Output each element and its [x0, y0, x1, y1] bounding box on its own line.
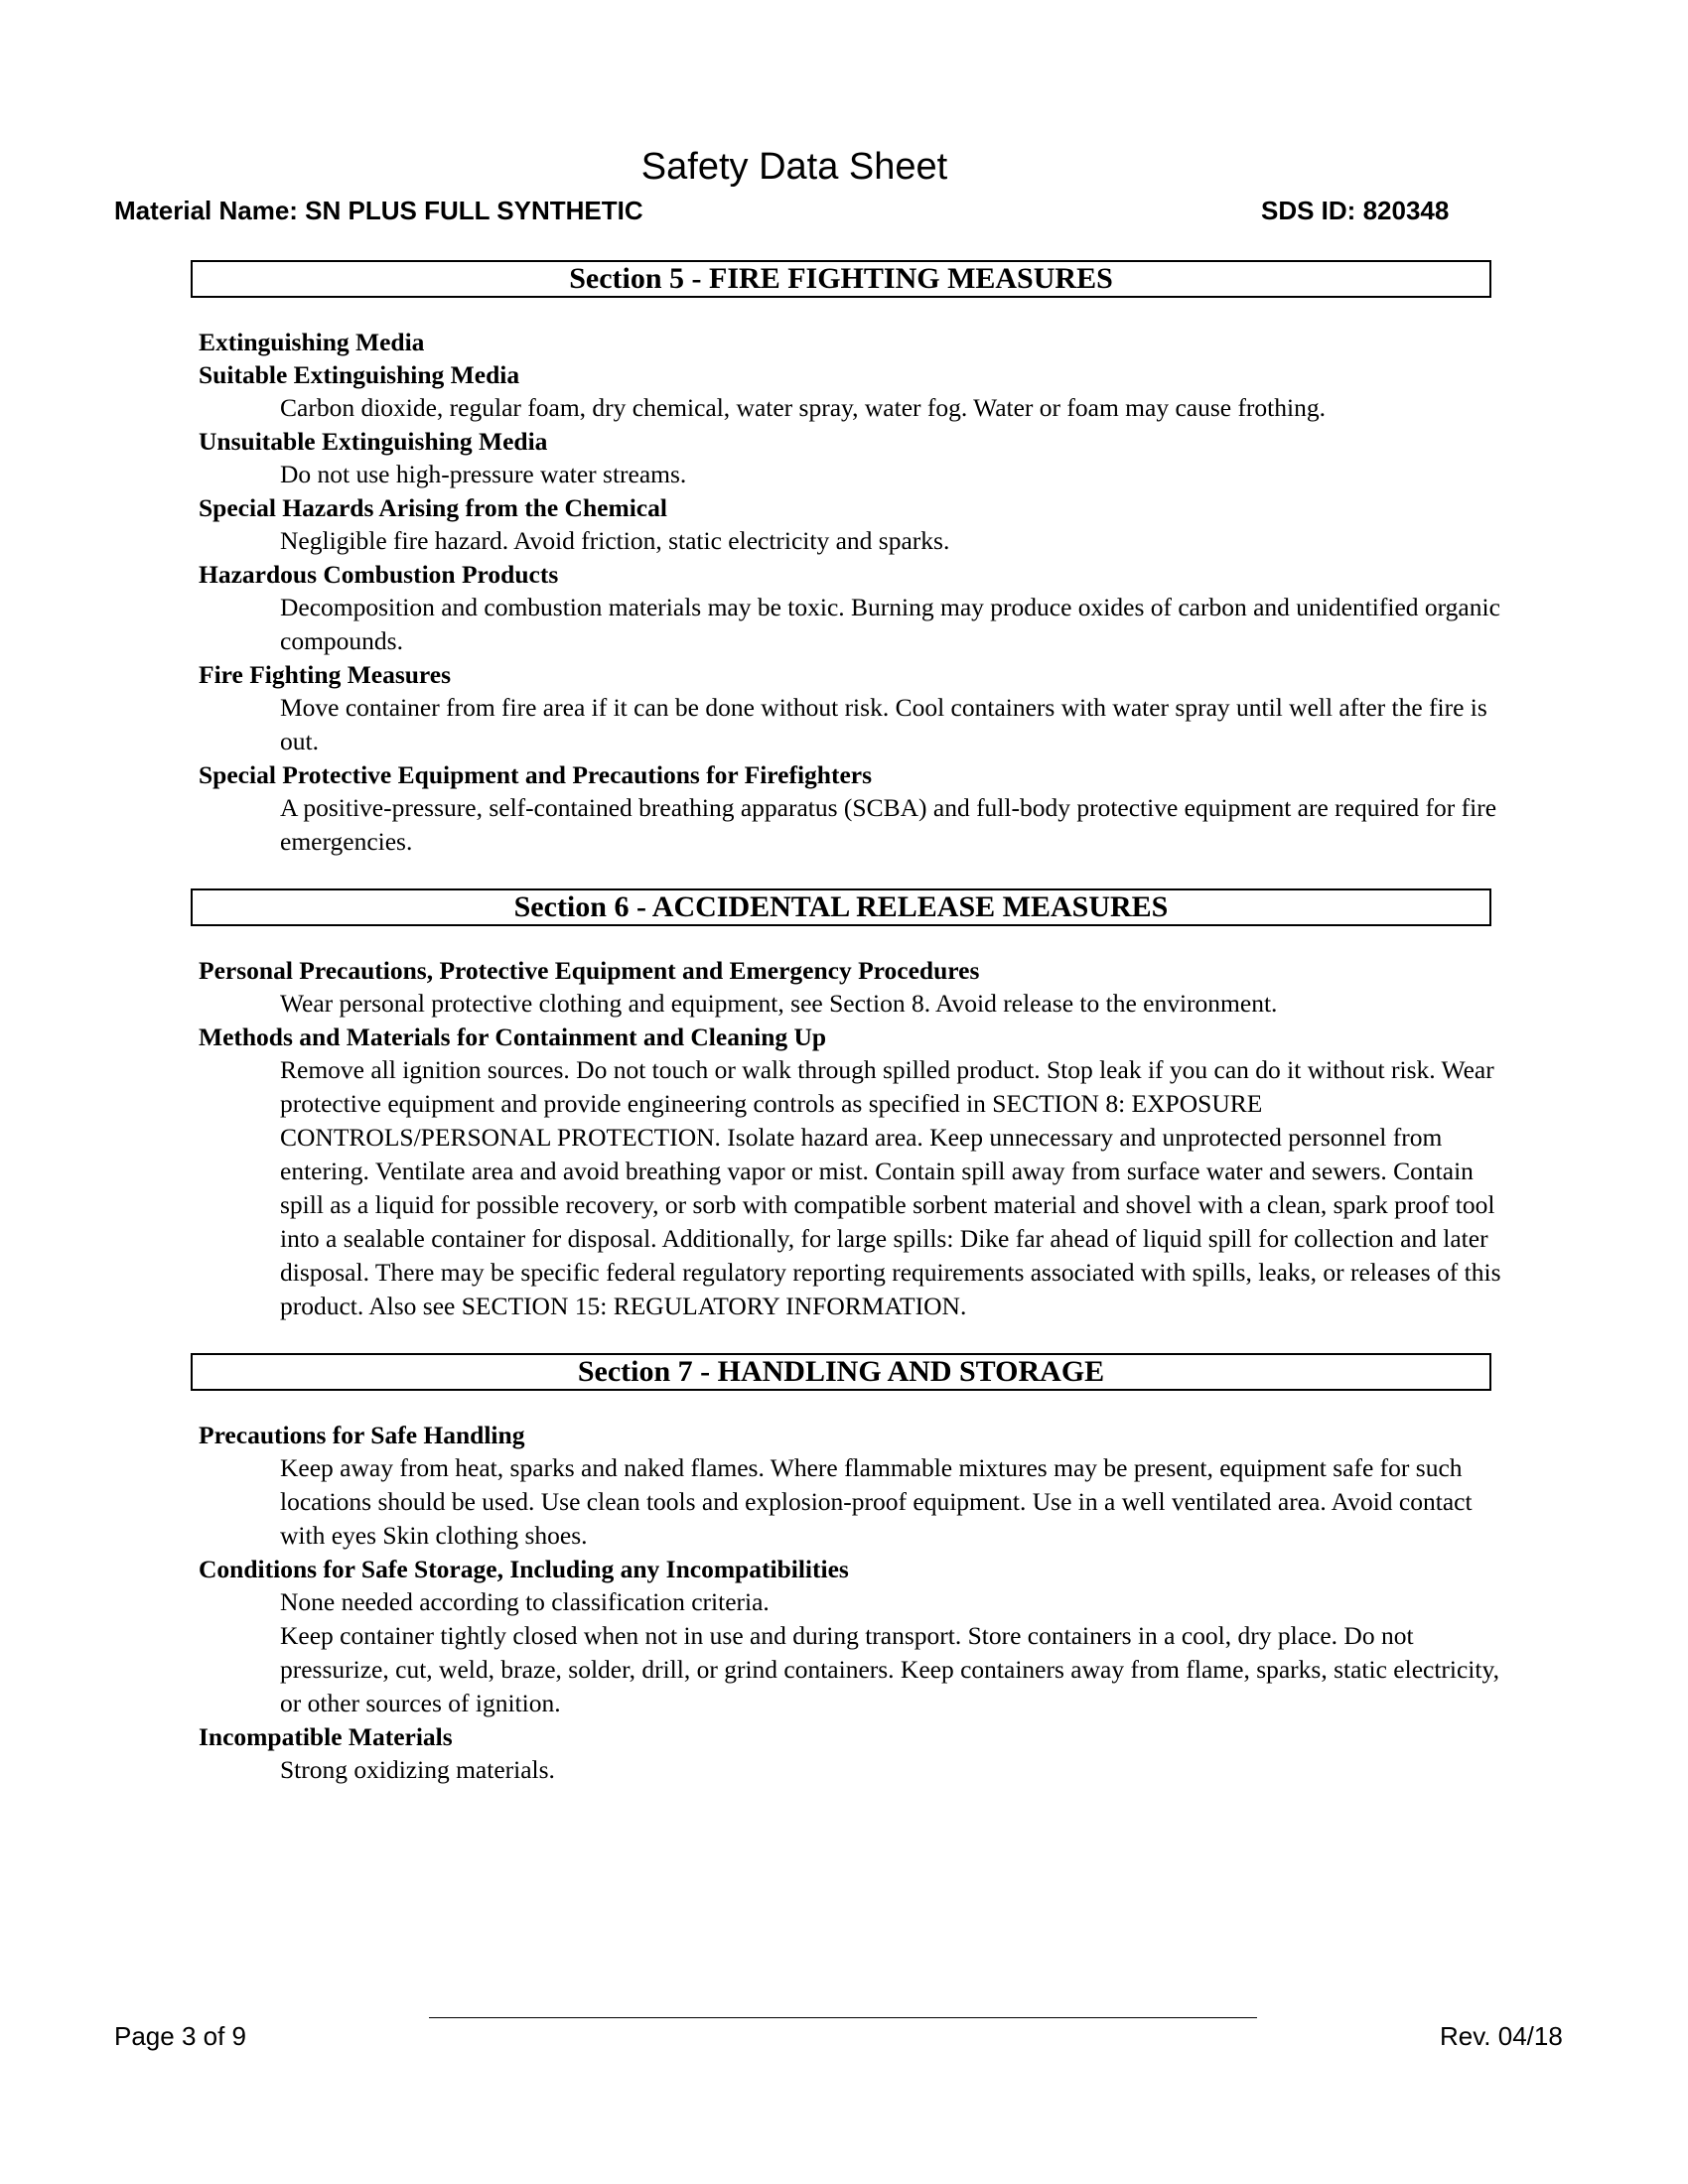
section-heading: Section 5 - FIRE FIGHTING MEASURES	[191, 260, 1491, 298]
subsection-label: Special Hazards Arising from the Chemical	[199, 493, 667, 522]
subsection-label: Conditions for Safe Storage, Including any Incompatibilities	[199, 1555, 849, 1583]
section-body	[0, 298, 1688, 888]
subsection-text: Do not use high-pressure water streams.	[280, 460, 687, 488]
subsection-label: Extinguishing Media	[199, 328, 425, 356]
subsection-label: Fire Fighting Measures	[199, 660, 452, 689]
subsection-label: Incompatible Materials	[199, 1722, 453, 1751]
subsection-text: Decomposition and combustion materials may be toxic. Burning may produce oxides of carbon and unidentified organic compounds.	[280, 593, 1500, 655]
section-heading: Section 6 - ACCIDENTAL RELEASE MEASURES	[191, 888, 1491, 926]
subsection-text: None needed according to classification criteria.	[280, 1587, 770, 1616]
subsection-text: Carbon dioxide, regular foam, dry chemical, water spray, water fog. Water or foam may cause frothing.	[280, 393, 1326, 422]
subsection-text: Move container from fire area if it can be done without risk. Cool containers with water spray until well after the fire is out.	[280, 693, 1487, 755]
document-body	[0, 260, 1688, 1817]
page-number: Page 3 of 9	[114, 2021, 246, 2051]
subsection-label: Personal Precautions, Protective Equipment and Emergency Procedures	[199, 956, 980, 985]
section	[0, 260, 1688, 888]
subsection-text: Keep away from heat, sparks and naked flames. Where flammable mixtures may be present, equipment safe for such locations should be used. Use clean tools and explosion-proof equipment. Use in a well ventilated area. Avoid contact with eyes Skin clothing shoes.	[280, 1453, 1473, 1550]
subsection-text: Remove all ignition sources. Do not touch or walk through spilled product. Stop leak if you can do it without risk. Wear protective equipment and provide engineering controls as specified in SECTION 8: EXPOSURE CONTROLS/PERSONAL PROTECTION. Isolate hazard area. Keep unnecessary and unprotected personnel from entering. Ventilate area and avoid breathing vapor or mist. Contain spill away from surface water and sewers. Contain spill as a liquid for possible recovery, or sorb with compatible sorbent material and shovel with a clean, spark proof tool into a sealable container for disposal. Additionally, for large spills: Dike far ahead of liquid spill for collection and later disposal. There may be specific federal regulatory reporting requirements associated with spills, leaks, or releases of this product. Also see SECTION 15: REGULATORY INFORMATION.	[280, 1055, 1501, 1320]
footer-divider	[429, 2017, 1257, 2018]
sds-id: SDS ID: 820348	[1261, 196, 1450, 225]
section	[0, 888, 1688, 1353]
subsection-label: Methods and Materials for Containment and Cleaning Up	[199, 1023, 827, 1051]
section-body	[0, 1391, 1688, 1817]
subsection-label: Hazardous Combustion Products	[199, 560, 559, 589]
subsection-text: Strong oxidizing materials.	[280, 1755, 555, 1784]
subsection-label: Precautions for Safe Handling	[199, 1421, 525, 1449]
revision-date: Rev. 04/18	[1440, 2021, 1563, 2051]
material-name: Material Name: SN PLUS FULL SYNTHETIC	[114, 196, 643, 225]
subsection-label: Suitable Extinguishing Media	[199, 360, 520, 389]
section-heading: Section 7 - HANDLING AND STORAGE	[191, 1353, 1491, 1391]
subsection-label: Special Protective Equipment and Precautions for Firefighters	[199, 760, 873, 789]
subsection-text: Negligible fire hazard. Avoid friction, static electricity and sparks.	[280, 526, 950, 555]
section-body	[0, 926, 1688, 1353]
subsection-text: Wear personal protective clothing and equipment, see Section 8. Avoid release to the environment.	[280, 989, 1278, 1018]
document-title: Safety Data Sheet	[640, 146, 948, 188]
section	[0, 1353, 1688, 1817]
subsection-text: Keep container tightly closed when not in use and during transport. Store containers in a cool, dry place. Do not pressurize, cut, weld, braze, solder, drill, or grind containers. Keep containers away from flame, sparks, static electricity, or other sources of ignition.	[280, 1621, 1499, 1717]
subsection-label: Unsuitable Extinguishing Media	[199, 427, 548, 456]
subsection-text: A positive-pressure, self-contained breathing apparatus (SCBA) and full-body protective equipment are required for fire emergencies.	[280, 793, 1497, 856]
